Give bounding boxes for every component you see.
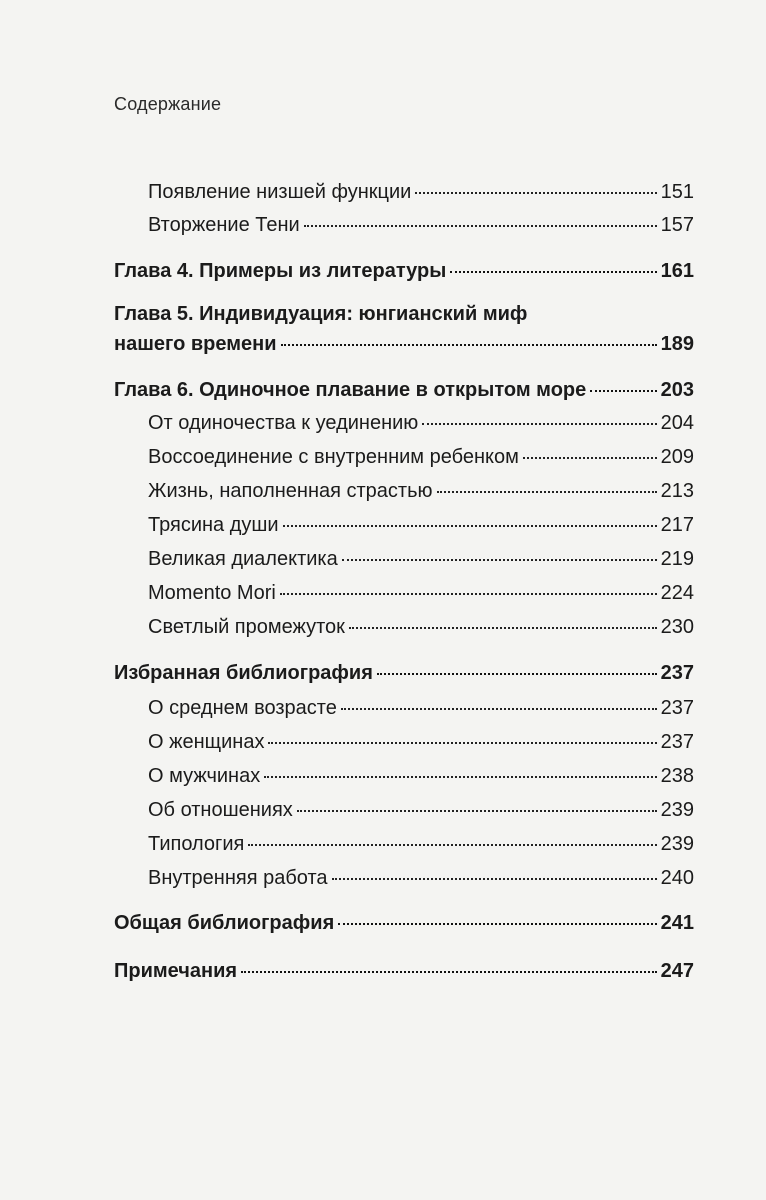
toc-entry-label: О женщинах [148, 731, 265, 753]
toc-entry-label: От одиночества к уединению [148, 412, 419, 434]
toc-chapter-page: 237 [660, 662, 694, 684]
toc-entry-label: Великая диалектика [148, 548, 338, 570]
dot-leader [377, 673, 657, 675]
toc-chapter-title-line1: Глава 5. Индивидуация: юнгианский миф [114, 303, 528, 325]
toc-entry-page: 237 [660, 697, 694, 719]
toc-entry[interactable] [148, 581, 694, 605]
dot-leader [349, 627, 657, 629]
toc-entry[interactable] [148, 696, 694, 720]
toc-entry[interactable] [148, 730, 694, 754]
running-head: Содержание [114, 94, 222, 114]
toc-entry-page: 240 [660, 867, 694, 889]
toc-chapter[interactable] [114, 911, 694, 935]
toc-chapter[interactable] [114, 332, 694, 356]
toc-entry-page: 204 [660, 412, 694, 434]
dot-leader [283, 525, 657, 527]
toc-entry-page: 219 [660, 548, 694, 570]
toc-entry-label: О мужчинах [148, 765, 261, 787]
toc-chapter[interactable] [114, 959, 694, 983]
toc-chapter-page: 189 [660, 333, 694, 355]
toc-entry-page: 157 [660, 214, 694, 236]
toc-entry-page: 239 [660, 799, 694, 821]
toc-entry-page: 230 [660, 616, 694, 638]
toc-chapter-page: 161 [660, 260, 694, 282]
toc-entry-label: О среднем возрасте [148, 697, 337, 719]
toc-entry-label: Вторжение Тени [148, 214, 300, 236]
dot-leader [297, 810, 657, 812]
toc-chapter-label: Глава 4. Примеры из литературы [114, 260, 447, 282]
toc-chapter[interactable] [114, 661, 694, 685]
dot-leader [590, 390, 656, 392]
toc-chapter[interactable] [114, 259, 694, 283]
toc-entry[interactable] [148, 180, 694, 204]
toc-entry-page: 151 [660, 181, 694, 203]
toc-entry[interactable] [148, 764, 694, 788]
toc-entry[interactable] [148, 798, 694, 822]
toc-chapter-label: Примечания [114, 960, 238, 982]
dot-leader [241, 971, 657, 973]
dot-leader [264, 776, 656, 778]
toc-entry-page: 239 [660, 833, 694, 855]
dot-leader [422, 423, 656, 425]
dot-leader [332, 878, 657, 880]
toc-entry[interactable] [148, 445, 694, 469]
dot-leader [450, 271, 656, 273]
dot-leader [342, 559, 657, 561]
toc-entry-page: 238 [660, 765, 694, 787]
dot-leader [281, 344, 657, 346]
toc-chapter-page: 203 [660, 379, 694, 401]
dot-leader [304, 225, 657, 227]
toc-chapter-label: Глава 6. Одиночное плавание в открытом море [114, 379, 587, 401]
toc-entry-page: 224 [660, 582, 694, 604]
toc-entry[interactable] [148, 213, 694, 237]
toc-chapter-label: нашего времени [114, 333, 277, 355]
toc-entry[interactable] [148, 479, 694, 503]
toc-entry[interactable] [148, 615, 694, 639]
toc-entry-label: Об отношениях [148, 799, 293, 821]
toc-entry-label: Типология [148, 833, 245, 855]
toc-chapter-label: Общая библиография [114, 912, 335, 934]
dot-leader [437, 491, 657, 493]
toc-entry-label: Появление низшей функции [148, 181, 412, 203]
toc-entry-page: 237 [660, 731, 694, 753]
toc-chapter-label: Избранная библиография [114, 662, 373, 684]
toc-entry[interactable] [148, 513, 694, 537]
toc-entry[interactable] [148, 411, 694, 435]
dot-leader [280, 593, 657, 595]
toc-entry-label: Трясина души [148, 514, 279, 536]
dot-leader [341, 708, 657, 710]
toc-entry-label: Жизнь, наполненная страстью [148, 480, 433, 502]
dot-leader [523, 457, 657, 459]
toc-entry-page: 217 [660, 514, 694, 536]
toc-entry-label: Momento Mori [148, 582, 276, 604]
dot-leader [415, 192, 656, 194]
dot-leader [268, 742, 656, 744]
toc-entry-label: Воссоединение с внутренним ребенком [148, 446, 519, 468]
toc-chapter[interactable] [114, 378, 694, 402]
toc-entry-label: Светлый промежуток [148, 616, 345, 638]
toc-entry-page: 209 [660, 446, 694, 468]
toc-entry-label: Внутренняя работа [148, 867, 328, 889]
toc-chapter-page: 247 [660, 960, 694, 982]
dot-leader [338, 923, 656, 925]
toc-entry-page: 213 [660, 480, 694, 502]
toc-entry[interactable] [148, 547, 694, 571]
toc-entry[interactable] [148, 832, 694, 856]
toc-chapter-page: 241 [660, 912, 694, 934]
dot-leader [248, 844, 656, 846]
toc-entry[interactable] [148, 866, 694, 890]
